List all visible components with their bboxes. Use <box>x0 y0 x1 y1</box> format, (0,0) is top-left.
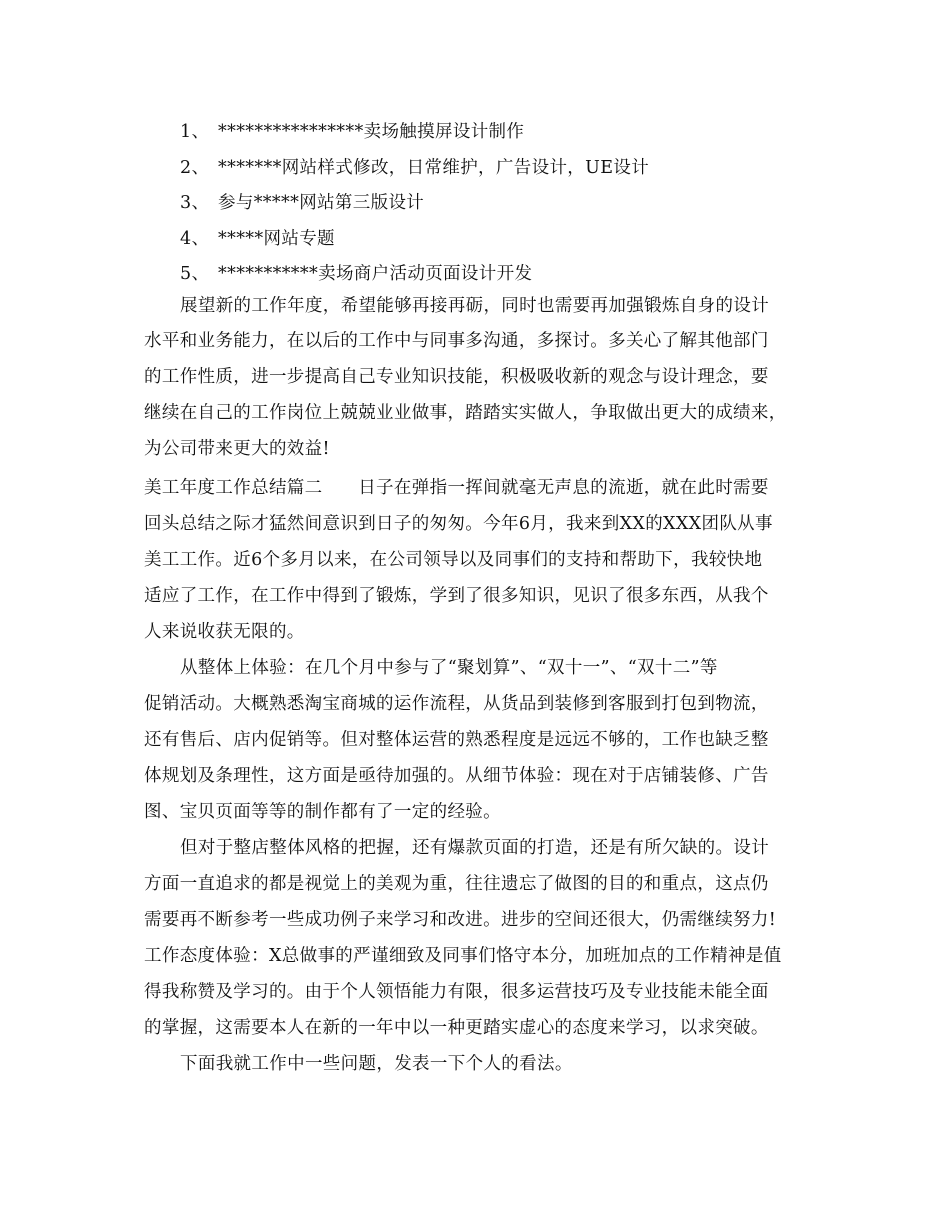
paragraph-line: 促销活动。大概熟悉淘宝商城的运作流程，从货品到装修到客服到打包到物流， <box>144 694 769 714</box>
list-number: 1、 <box>180 122 210 142</box>
paragraph-line: 但对于整店整体风格的把握，还有爆款页面的打造，还是有所欠缺的。设计 <box>180 838 770 858</box>
list-text: *****网站专题 <box>218 229 335 249</box>
list-number: 3、 <box>180 193 210 213</box>
list-number: 2、 <box>180 158 210 178</box>
paragraph-line: 下面我就工作中一些问题，发表一下个人的看法。 <box>180 1054 573 1074</box>
paragraph-line: 适应了工作，在工作中得到了锻炼，学到了很多知识，见识了很多东西，从我个 <box>144 586 769 606</box>
section-heading-line: 美工年度工作总结篇二 日子在弹指一挥间就毫无声息的流逝，就在此时需要 <box>144 478 769 498</box>
paragraph-line: 体规划及条理性，这方面是亟待加强的。从细节体验：现在对于店铺装修、广告 <box>144 766 769 786</box>
list-item <box>180 193 424 213</box>
list-number: 4、 <box>180 229 210 249</box>
paragraph-line: 工作态度体验：X总做事的严谨细致及同事们恪守本分，加班加点的工作精神是值 <box>144 946 782 966</box>
paragraph-line: 水平和业务能力，在以后的工作中与同事多沟通，多探讨。多关心了解其他部门 <box>144 331 769 351</box>
paragraph-line: 得我称赞及学习的。由于个人领悟能力有限，很多运营技巧及专业技能未能全面 <box>144 982 769 1002</box>
list-item <box>180 229 335 249</box>
list-text: ****************卖场触摸屏设计制作 <box>218 122 525 142</box>
paragraph-line: 人来说收获无限的。 <box>144 622 305 642</box>
paragraph-line: 方面一直追求的都是视觉上的美观为重，往往遗忘了做图的目的和重点，这点仍 <box>144 874 769 894</box>
list-text: ***********卖场商户活动页面设计开发 <box>218 264 533 284</box>
list-text: 参与*****网站第三版设计 <box>218 193 425 213</box>
list-item <box>180 158 649 178</box>
paragraph-line: 需要再不断参考一些成功例子来学习和改进。进步的空间还很大，仍需继续努力! <box>144 910 777 930</box>
paragraph-line: 的工作性质，进一步提高自己专业知识技能，积极吸收新的观念与设计理念，要 <box>144 367 769 387</box>
list-number: 5、 <box>180 264 210 284</box>
paragraph-line: 美工工作。近6个多月以来，在公司领导以及同事们的支持和帮助下，我较快地 <box>144 550 763 570</box>
list-text: *******网站样式修改，日常维护，广告设计，UE设计 <box>218 158 650 178</box>
paragraph-line: 展望新的工作年度，希望能够再接再砺，同时也需要再加强锻炼自身的设计 <box>180 296 770 316</box>
paragraph-line: 图、宝贝页面等等的制作都有了一定的经验。 <box>144 802 501 822</box>
list-item <box>180 122 524 142</box>
paragraph-line: 回头总结之际才猛然间意识到日子的匆匆。今年6月，我来到XX的XXX团队从事 <box>144 514 773 534</box>
paragraph-line: 的掌握，这需要本人在新的一年中以一种更踏实虚心的态度来学习，以求突破。 <box>144 1018 769 1038</box>
paragraph-line: 继续在自己的工作岗位上兢兢业业做事，踏踏实实做人，争取做出更大的成绩来， <box>144 403 787 423</box>
paragraph-line: 还有售后、店内促销等。但对整体运营的熟悉程度是远远不够的，工作也缺乏整 <box>144 730 769 750</box>
paragraph-line: 从整体上体验：在几个月中参与了“聚划算”、“双十一”、“双十二”等 <box>180 658 718 678</box>
list-item <box>180 264 532 284</box>
paragraph-line: 为公司带来更大的效益! <box>144 439 330 459</box>
